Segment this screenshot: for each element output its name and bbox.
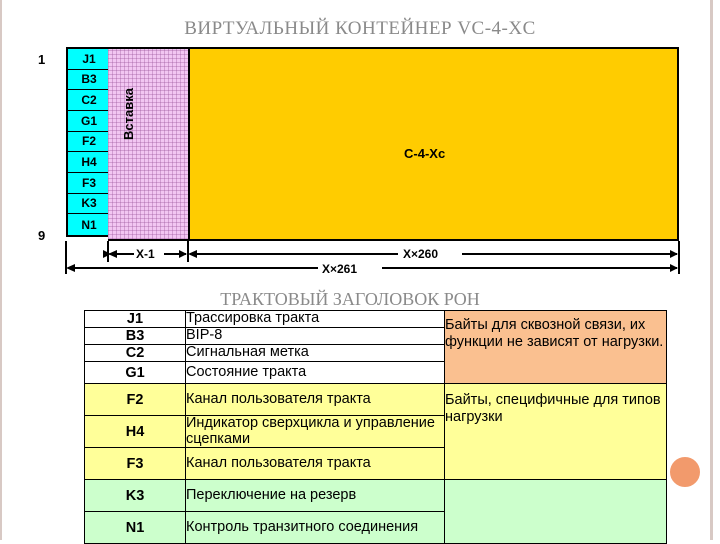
poh-cell: G1 <box>68 111 110 132</box>
poh-code: C2 <box>85 345 186 362</box>
table-row <box>85 384 667 416</box>
row-label-first: 1 <box>38 52 46 67</box>
poh-desc: Состояние тракта <box>186 362 445 384</box>
poh-cell: F3 <box>68 173 110 194</box>
poh-code: F2 <box>85 384 186 416</box>
dim-label-x261: X×261 <box>322 262 358 276</box>
poh-desc: BIP-8 <box>186 328 445 345</box>
table-row <box>85 311 667 328</box>
note-end-to-end: Байты для сквозной связи, их функции не зависят от нагрузки. <box>445 311 667 384</box>
poh-desc: Сигнальная метка <box>186 345 445 362</box>
poh-cell: H4 <box>68 152 110 173</box>
note-payload-specific: Байты, специфичные для типов нагрузки <box>445 384 667 480</box>
table-row <box>85 480 667 512</box>
arrowhead <box>188 250 197 258</box>
poh-desc: Контроль транзитного соединения <box>186 512 445 544</box>
arrowhead <box>108 250 117 258</box>
dim-label-x1: X-1 <box>136 247 155 261</box>
poh-desc: Индикатор сверхцикла и управление сцепками <box>186 416 445 448</box>
poh-code: J1 <box>85 311 186 328</box>
row-label-last: 9 <box>38 228 46 243</box>
payload-label: C-4-Xc <box>404 146 446 161</box>
poh-code: H4 <box>85 416 186 448</box>
poh-cell: B3 <box>68 70 110 91</box>
poh-cell: F2 <box>68 132 110 153</box>
poh-desc: Канал пользователя тракта <box>186 384 445 416</box>
poh-code: G1 <box>85 362 186 384</box>
note-empty <box>445 480 667 544</box>
poh-desc: Канал пользователя тракта <box>186 448 445 480</box>
dim-label-x260: X×260 <box>403 247 439 261</box>
poh-code: B3 <box>85 328 186 345</box>
arrowhead <box>66 264 75 272</box>
slide-title: ВИРТУАЛЬНЫЙ КОНТЕЙНЕР VC-4-XC <box>184 18 536 39</box>
section-subtitle: ТРАКТОВЫЙ ЗАГОЛОВОК POH <box>220 289 480 309</box>
poh-cell: J1 <box>68 49 110 70</box>
poh-cell: N1 <box>81 217 97 232</box>
poh-code: N1 <box>85 512 186 544</box>
poh-desc: Переключение на резерв <box>186 480 445 512</box>
poh-cell: C2 <box>68 90 110 111</box>
poh-code: K3 <box>85 480 186 512</box>
poh-cell: K3 <box>68 194 110 215</box>
poh-code: F3 <box>85 448 186 480</box>
stuffing-label: Вставка <box>121 88 136 140</box>
poh-desc: Трассировка тракта <box>186 311 445 328</box>
poh-table <box>84 310 667 544</box>
